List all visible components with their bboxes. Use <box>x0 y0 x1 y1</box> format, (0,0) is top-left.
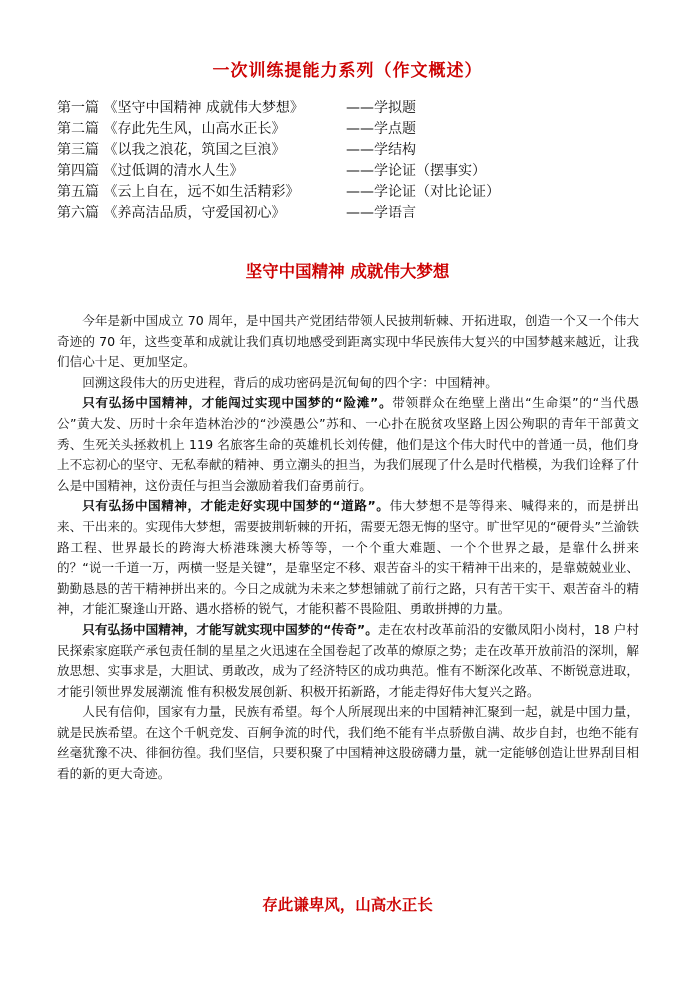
toc-item-topic: ——学结构 <box>346 142 416 158</box>
paragraph <box>57 496 639 620</box>
toc-item <box>57 203 500 224</box>
paragraph-lead-sentence: 只有弘扬中国精神，才能写就实现中国梦的“传奇”。 <box>82 621 378 637</box>
table-of-contents <box>57 98 500 224</box>
toc-item-title: 第二篇 《存此先生风，山高水正长》 <box>57 121 286 137</box>
paragraph: 今年是新中国成立 70 周年，是中国共产党团结带领人民披荆斩棘、开拓进取，创造一个又一个伟大奇迹的 70 年，这些变革和成就让我们真切地感受到距离实现中华民族伟大复兴的中国梦越来越近，让我们信心十足、更加坚定。 <box>57 313 639 370</box>
toc-item <box>57 119 500 140</box>
toc-item-title: 第五篇 《云上自在，远不如生活精彩》 <box>57 184 300 200</box>
toc-item-topic: ——学语言 <box>346 205 416 221</box>
paragraph-body: 伟大梦想不是等得来、喊得来的，而是拼出来、干出来的。实现伟大梦想，需要披荆斩棘的开拓，需要无怨无悔的坚守。旷世罕见的“硬骨头”兰渝铁路工程、世界最长的跨海大桥港珠澳大桥等等，一个个重大难题、一个个世界之最，是靠什么拼来的？“说一千道一万，两横一竖是关键”，是靠坚定不移、艰苦奋斗的实干精神干出来的，是靠兢兢业业、勤勤恳恳的苦干精神拼出来的。今日之成就为未来之梦想铺就了前行之路，只有苦干实干、艰苦奋斗的精神，才能汇聚逢山开路、遇水搭桥的锐气，才能积蓄不畏险阻、勇敢拼搏的力量。 <box>57 498 639 617</box>
paragraph-body: 带领群众在绝壁上凿出“生命渠”的“当代愚公”黄大发、历时十余年造林治沙的“沙漠愚公”苏和、一心扑在脱贫攻坚路上因公殉职的青年干部黄文秀、生死关头拯救机上 119 名旅客生命的英雄机长刘传健，他们是这个伟大时代中的普通一员，他们身上不忘初心的坚守、无私奉献的精神、勇立潮头的担当，为我们展现了什么是时代楷模，为我们诠释了什么是中国精神，这份责任与担当会激励着我们奋勇前行。 <box>57 395 639 493</box>
toc-item-title: 第四篇 《过低调的清水人生》 <box>57 163 244 179</box>
paragraph-lead-sentence: 只有弘扬中国精神，才能走好实现中国梦的“道路”。 <box>82 498 390 514</box>
toc-item-title: 第六篇 《养高洁品质，守爱国初心》 <box>57 205 286 221</box>
paragraph: 回溯这段伟大的历史进程，背后的成功密码是沉甸甸的四个字：中国精神。 <box>82 374 498 390</box>
toc-item-title: 第三篇 《以我之浪花，筑国之巨浪》 <box>57 142 286 158</box>
page-title: 一次训练提能力系列（作文概述） <box>212 61 483 81</box>
essay-body <box>57 311 639 785</box>
paragraph-body: 走在农村改革前沿的安徽凤阳小岗村，18 户村民探索家庭联产承包责任制的星星之火迅速在全国卷起了改革的燎原之势；走在改革开放前沿的深圳，解放思想、实事求是，大胆试、勇敢改，成为了经济特区的成功典范。惟有不断深化改革、不断锐意进取，才能引领世界发展潮流 惟有积极发展创新、积极开拓新路，才能走得好伟大复兴之路。 <box>57 621 639 699</box>
toc-item-topic: ——学论证（摆事实） <box>346 163 486 179</box>
paragraph <box>57 393 639 496</box>
toc-item <box>57 182 500 203</box>
essay-title: 存此谦卑风，山高水正长 <box>262 896 433 914</box>
toc-item <box>57 98 500 119</box>
paragraph: 人民有信仰，国家有力量，民族有希望。每个人所展现出来的中国精神汇聚到一起，就是中国力量，就是民族希望。在这个千帆竞发、百舸争流的时代，我们绝不能有半点骄傲自满、故步自封，也绝不能有丝毫犹豫不决、徘徊彷徨。我们坚信，只要积聚了中国精神这股磅礴力量，就一定能够创造让世界刮目相看的新的更大奇迹。 <box>57 704 639 782</box>
essay-title: 坚守中国精神 成就伟大梦想 <box>245 262 450 281</box>
paragraph-lead-sentence: 只有弘扬中国精神，才能闯过实现中国梦的“险滩”。 <box>82 395 393 411</box>
toc-item <box>57 161 500 182</box>
toc-item-topic: ——学论证（对比论证） <box>346 184 500 200</box>
paragraph <box>57 620 639 702</box>
toc-item <box>57 140 500 161</box>
toc-item-title: 第一篇 《坚守中国精神 成就伟大梦想》 <box>57 100 304 116</box>
toc-item-topic: ——学拟题 <box>346 100 416 116</box>
toc-item-topic: ——学点题 <box>346 121 416 137</box>
